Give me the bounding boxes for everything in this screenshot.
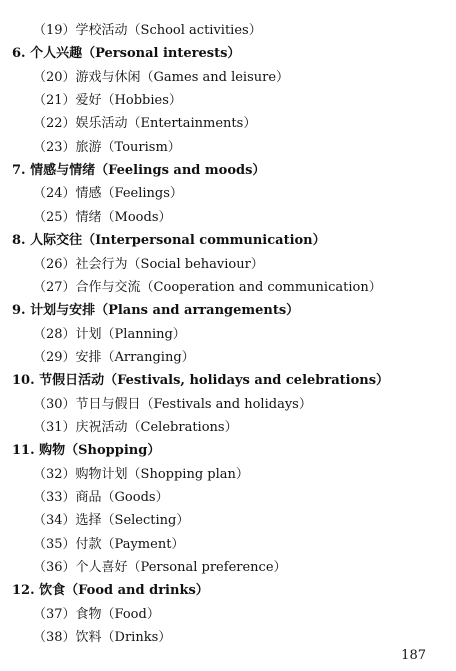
- subtopic-item: （34）选择（Selecting）: [33, 513, 190, 528]
- subtopic-item: （22）娱乐活动（Entertainments）: [33, 116, 257, 131]
- subtopic-item: （26）社会行为（Social behaviour）: [33, 257, 264, 272]
- section-heading: 8. 人际交往（Interpersonal communication）: [12, 233, 326, 248]
- section-heading: 12. 饮食（Food and drinks）: [12, 583, 209, 598]
- subtopic-item: （35）付款（Payment）: [33, 537, 185, 552]
- subtopic-item: （23）旅游（Tourism）: [33, 140, 181, 155]
- subtopic-item: （30）节日与假日（Festivals and holidays）: [33, 397, 312, 412]
- section-heading: 6. 个人兴趣（Personal interests）: [12, 46, 241, 61]
- section-heading: 11. 购物（Shopping）: [12, 443, 161, 458]
- subtopic-item: （27）合作与交流（Cooperation and communication）: [33, 280, 382, 295]
- subtopic-item: （32）购物计划（Shopping plan）: [33, 467, 249, 482]
- section-heading: 7. 情感与情绪（Feelings and moods）: [12, 163, 266, 178]
- subtopic-item: （19）学校活动（School activities）: [33, 23, 262, 38]
- subtopic-item: （38）饮料（Drinks）: [33, 630, 172, 645]
- section-heading: 10. 节假日活动（Festivals, holidays and celebrations）: [12, 373, 390, 388]
- subtopic-item: （24）情感（Feelings）: [33, 186, 183, 201]
- subtopic-item: （21）爱好（Hobbies）: [33, 93, 182, 108]
- subtopic-item: （33）商品（Goods）: [33, 490, 169, 505]
- subtopic-item: （25）情绪（Moods）: [33, 210, 172, 225]
- subtopic-item: （20）游戏与休闲（Games and leisure）: [33, 70, 290, 85]
- page-number: 187: [401, 648, 426, 663]
- subtopic-item: （28）计划（Planning）: [33, 327, 186, 342]
- section-heading: 9. 计划与安排（Plans and arrangements）: [12, 303, 300, 318]
- subtopic-item: （29）安排（Arranging）: [33, 350, 195, 365]
- subtopic-item: （31）庆祝活动（Celebrations）: [33, 420, 238, 435]
- subtopic-item: （37）食物（Food）: [33, 607, 160, 622]
- subtopic-item: （36）个人喜好（Personal preference）: [33, 560, 287, 575]
